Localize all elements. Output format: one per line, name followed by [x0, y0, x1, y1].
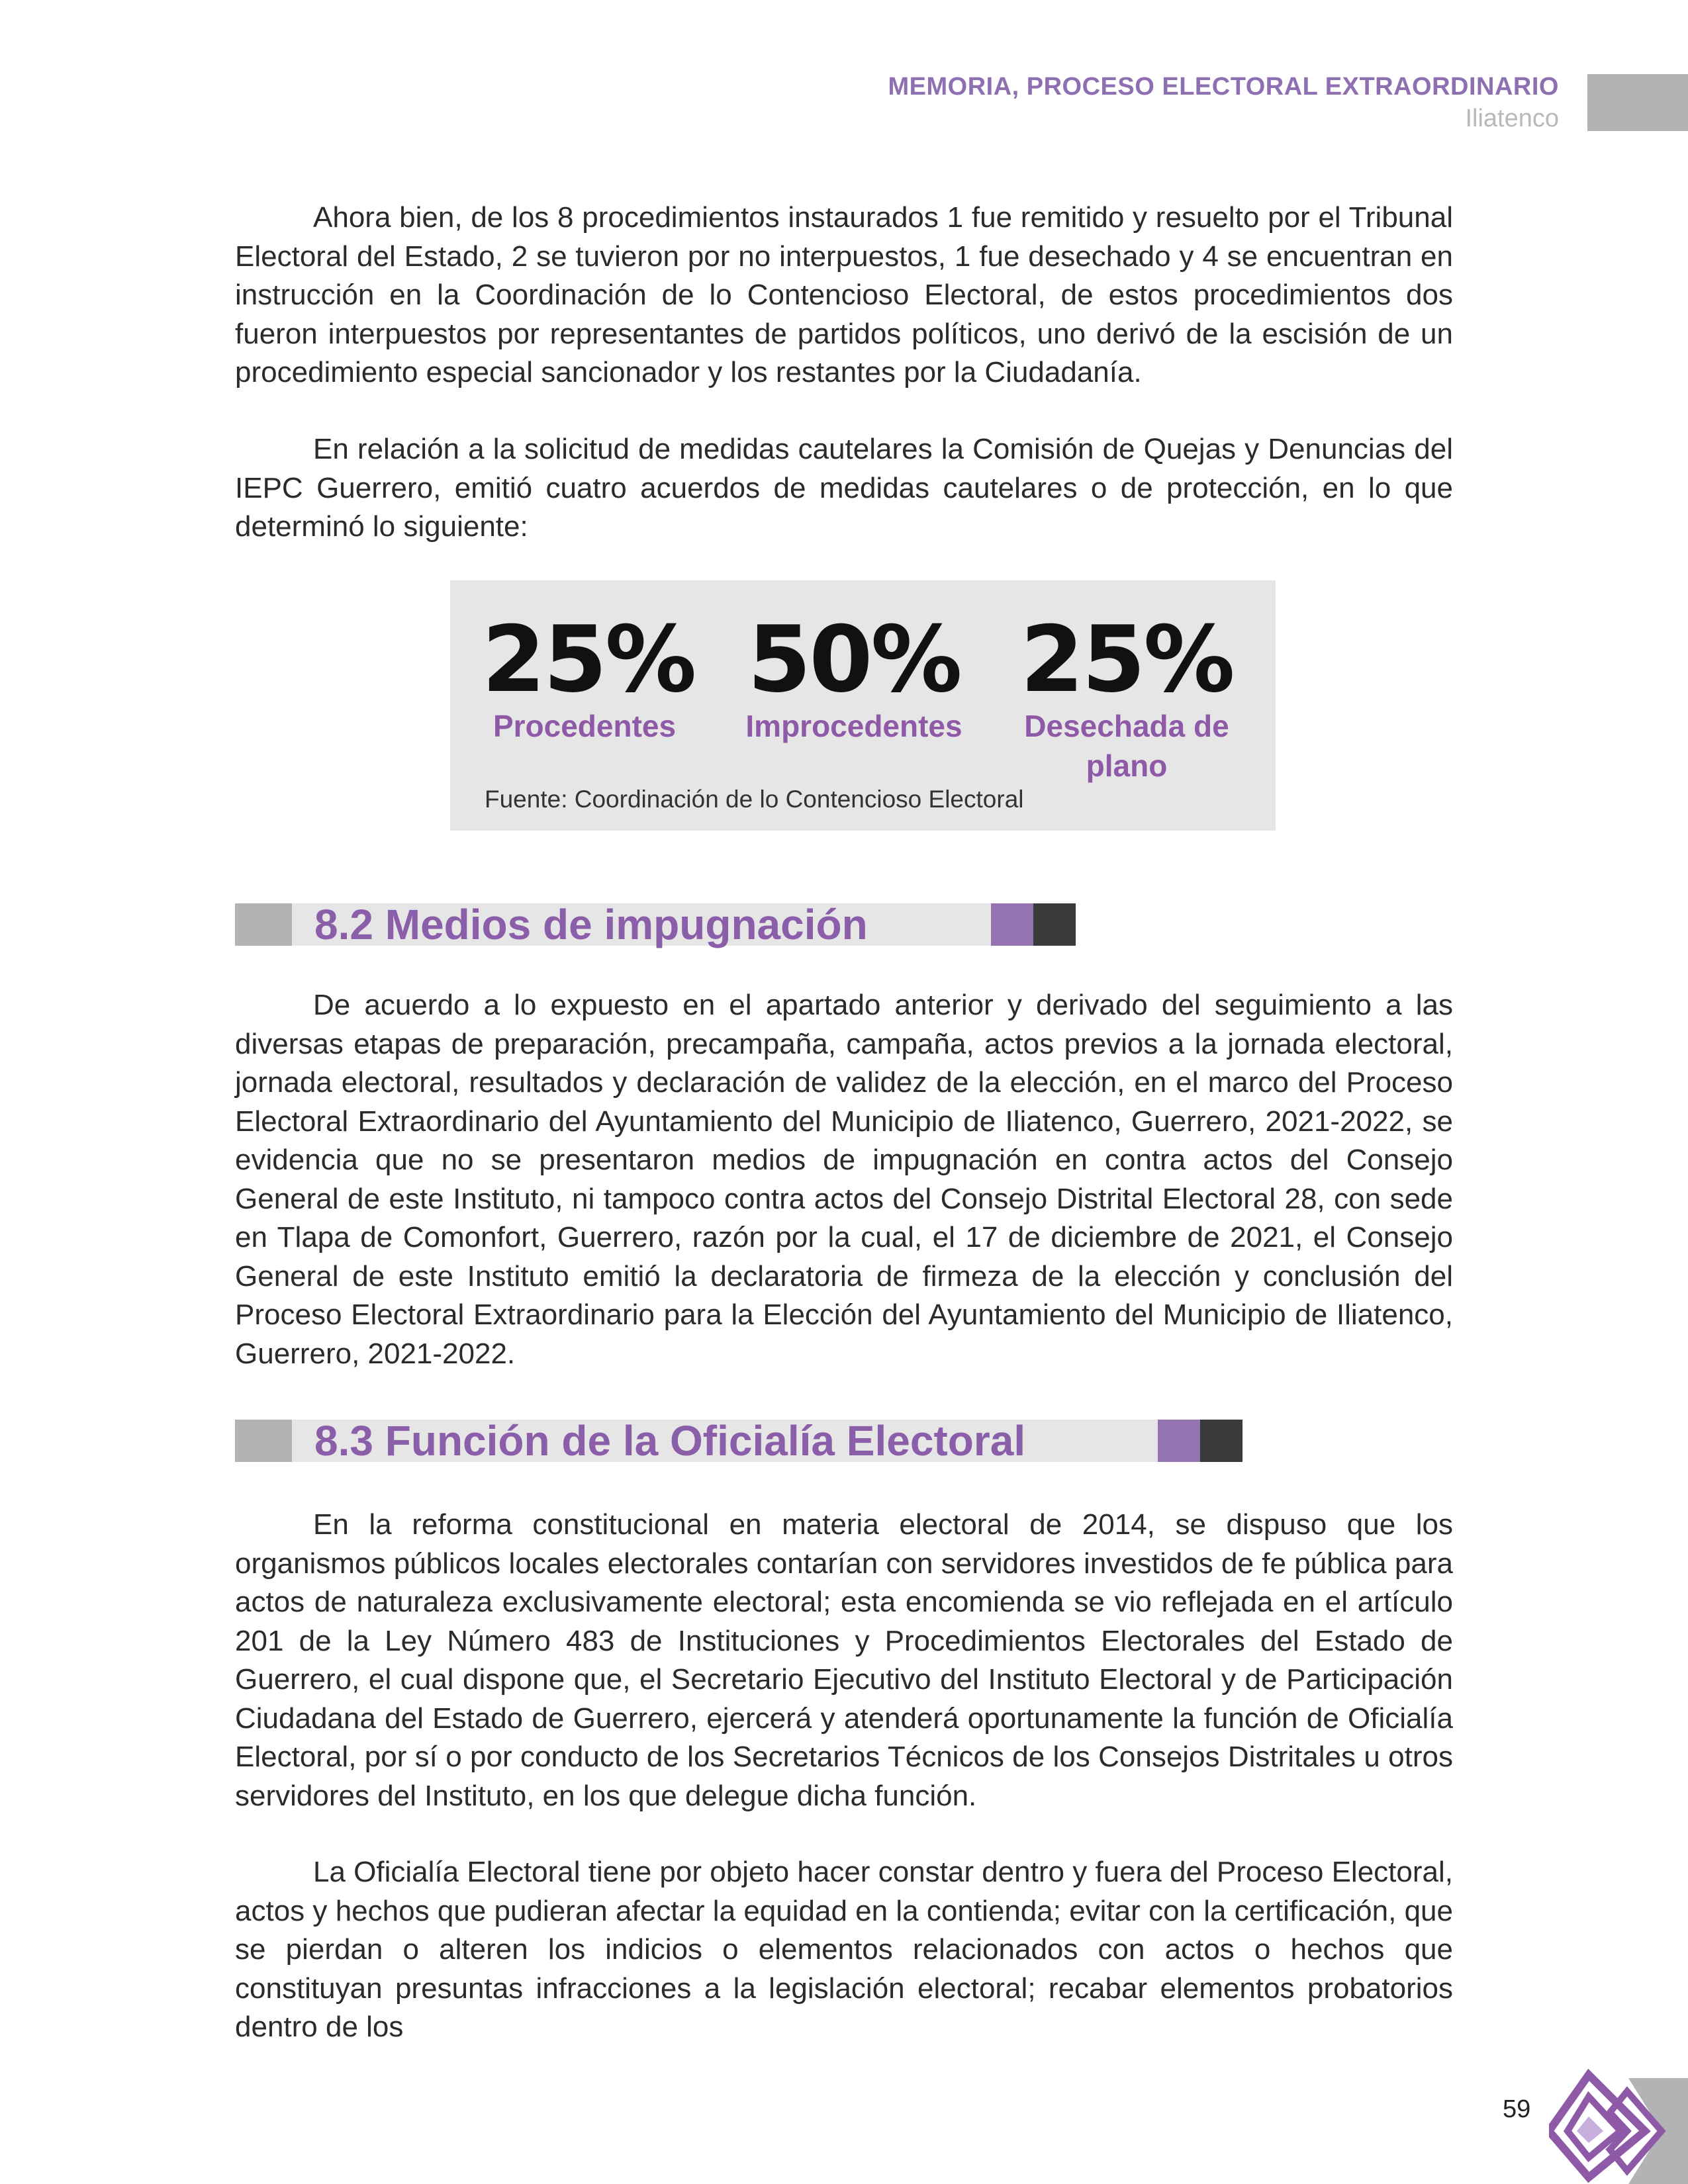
stat-label: Desechada de plano	[1024, 709, 1229, 783]
running-header-title: MEMORIA, PROCESO ELECTORAL EXTRAORDINARIO	[888, 73, 1559, 101]
paragraph-medios-impugnacion: De acuerdo a lo expuesto en el apartado anterior y derivado del seguimiento a las diversas etapas de preparación, precampaña, campaña, actos previos a la jornada electoral, jornada electoral, resultados y declaración de validez de la elección, en el marco del Proceso Electoral Extraordinario del Ayuntamiento del Municipio de Iliatenco, Guerrero, 2021-2022, se evidencia que no se presentaron medios de impugnación en contra actos del Consejo General de este Instituto, ni tampoco contra actos del Consejo Distrital Electoral 28, con sede en Tlapa de Comonfort, Guerrero, razón por la cual, el 17 de diciembre de 2021, el Consejo General de este Instituto emitió la declaratoria de firmeza de la elección y conclusión del Proceso Electoral Extraordinario para la Elección del Ayuntamiento del Municipio de Iliatenco, Guerrero, 2021-2022.	[235, 989, 1453, 1370]
stat-desechada	[1014, 606, 1239, 786]
heading-purple-block	[991, 903, 1033, 946]
diamond-knot-icon	[1549, 2065, 1688, 2184]
heading-dark-block	[1200, 1420, 1243, 1462]
heading-grey-block	[235, 903, 292, 946]
stat-improcedentes	[741, 606, 966, 746]
heading-purple-block	[1158, 1420, 1200, 1462]
paragraph-procedimientos: Ahora bien, de los 8 procedimientos instaurados 1 fue remitido y resuelto por el Tribunal Electoral del Estado, 2 se tuvieron por no interpuestos, 1 fue desechado y 4 se encuentran en instrucción en la Coordinación de lo Contencioso Electoral, de estos procedimientos dos fueron interpuestos por representantes de partidos políticos, uno derivó de la escisión de un procedimiento especial sancionador y los restantes por la Ciudadanía.	[235, 201, 1453, 388]
stat-value: 25%	[1020, 606, 1233, 713]
paragraph-medidas-cautelares: En relación a la solicitud de medidas cautelares la Comisión de Quejas y Denuncias del IEPC Guerrero, emitió cuatro acuerdos de medidas cautelares o de protección, en lo que determinó lo siguiente:	[235, 433, 1453, 543]
stats-source: Fuente: Coordinación de lo Contencioso Electoral	[485, 786, 1024, 813]
stat-label: Procedentes	[492, 709, 677, 743]
paragraph-oficialia-objeto: La Oficialía Electoral tiene por objeto hacer constar dentro y fuera del Proceso Electoral, actos y hechos que pudieran afectar la equidad en la contienda; evitar con la certificación, que se pierdan o alteren los indicios o elementos relacionados con actos o hechos que constituyan presuntas infracciones a la legislación electoral; recabar elementos probatorios dentro de los	[235, 1856, 1453, 2043]
header-grey-block	[1587, 74, 1688, 131]
stat-label: Improcedentes	[745, 709, 962, 743]
section-heading-8-2	[235, 903, 1076, 946]
heading-dark-block	[1033, 903, 1076, 946]
paragraph-reforma-constitucional: En la reforma constitucional en materia electoral de 2014, se dispuso que los organismos públicos locales electorales contarían con servidores investidos de fe pública para actos de naturaleza exclusivamente electoral; esta encomienda se vio reflejada en el artículo 201 de la Ley Número 483 de Instituciones y Procedimientos Electorales del Estado de Guerrero, el cual dispone que, el Secretario Ejecutivo del Instituto Electoral y de Participación Ciudadana del Estado de Guerrero, ejercerá y atenderá oportunamente la función de Oficialía Electoral, por sí o por conducto de los Secretarios Técnicos de los Consejos Distritales u otros servidores del Instituto, en los que delegue dicha función.	[235, 1508, 1453, 1812]
stat-value: 50%	[747, 606, 961, 713]
heading-grey-block	[235, 1420, 292, 1462]
stat-procedentes	[482, 606, 695, 746]
page-number: 59	[1503, 2095, 1531, 2123]
section-title: 8.3 Función de la Oficialía Electoral	[314, 1417, 1026, 1465]
section-heading-8-3	[235, 1417, 1243, 1465]
section-title: 8.2 Medios de impugnación	[314, 901, 868, 948]
stat-value: 25%	[482, 606, 695, 713]
stats-panel	[450, 580, 1276, 831]
running-header-subtitle: Iliatenco	[1465, 105, 1559, 132]
